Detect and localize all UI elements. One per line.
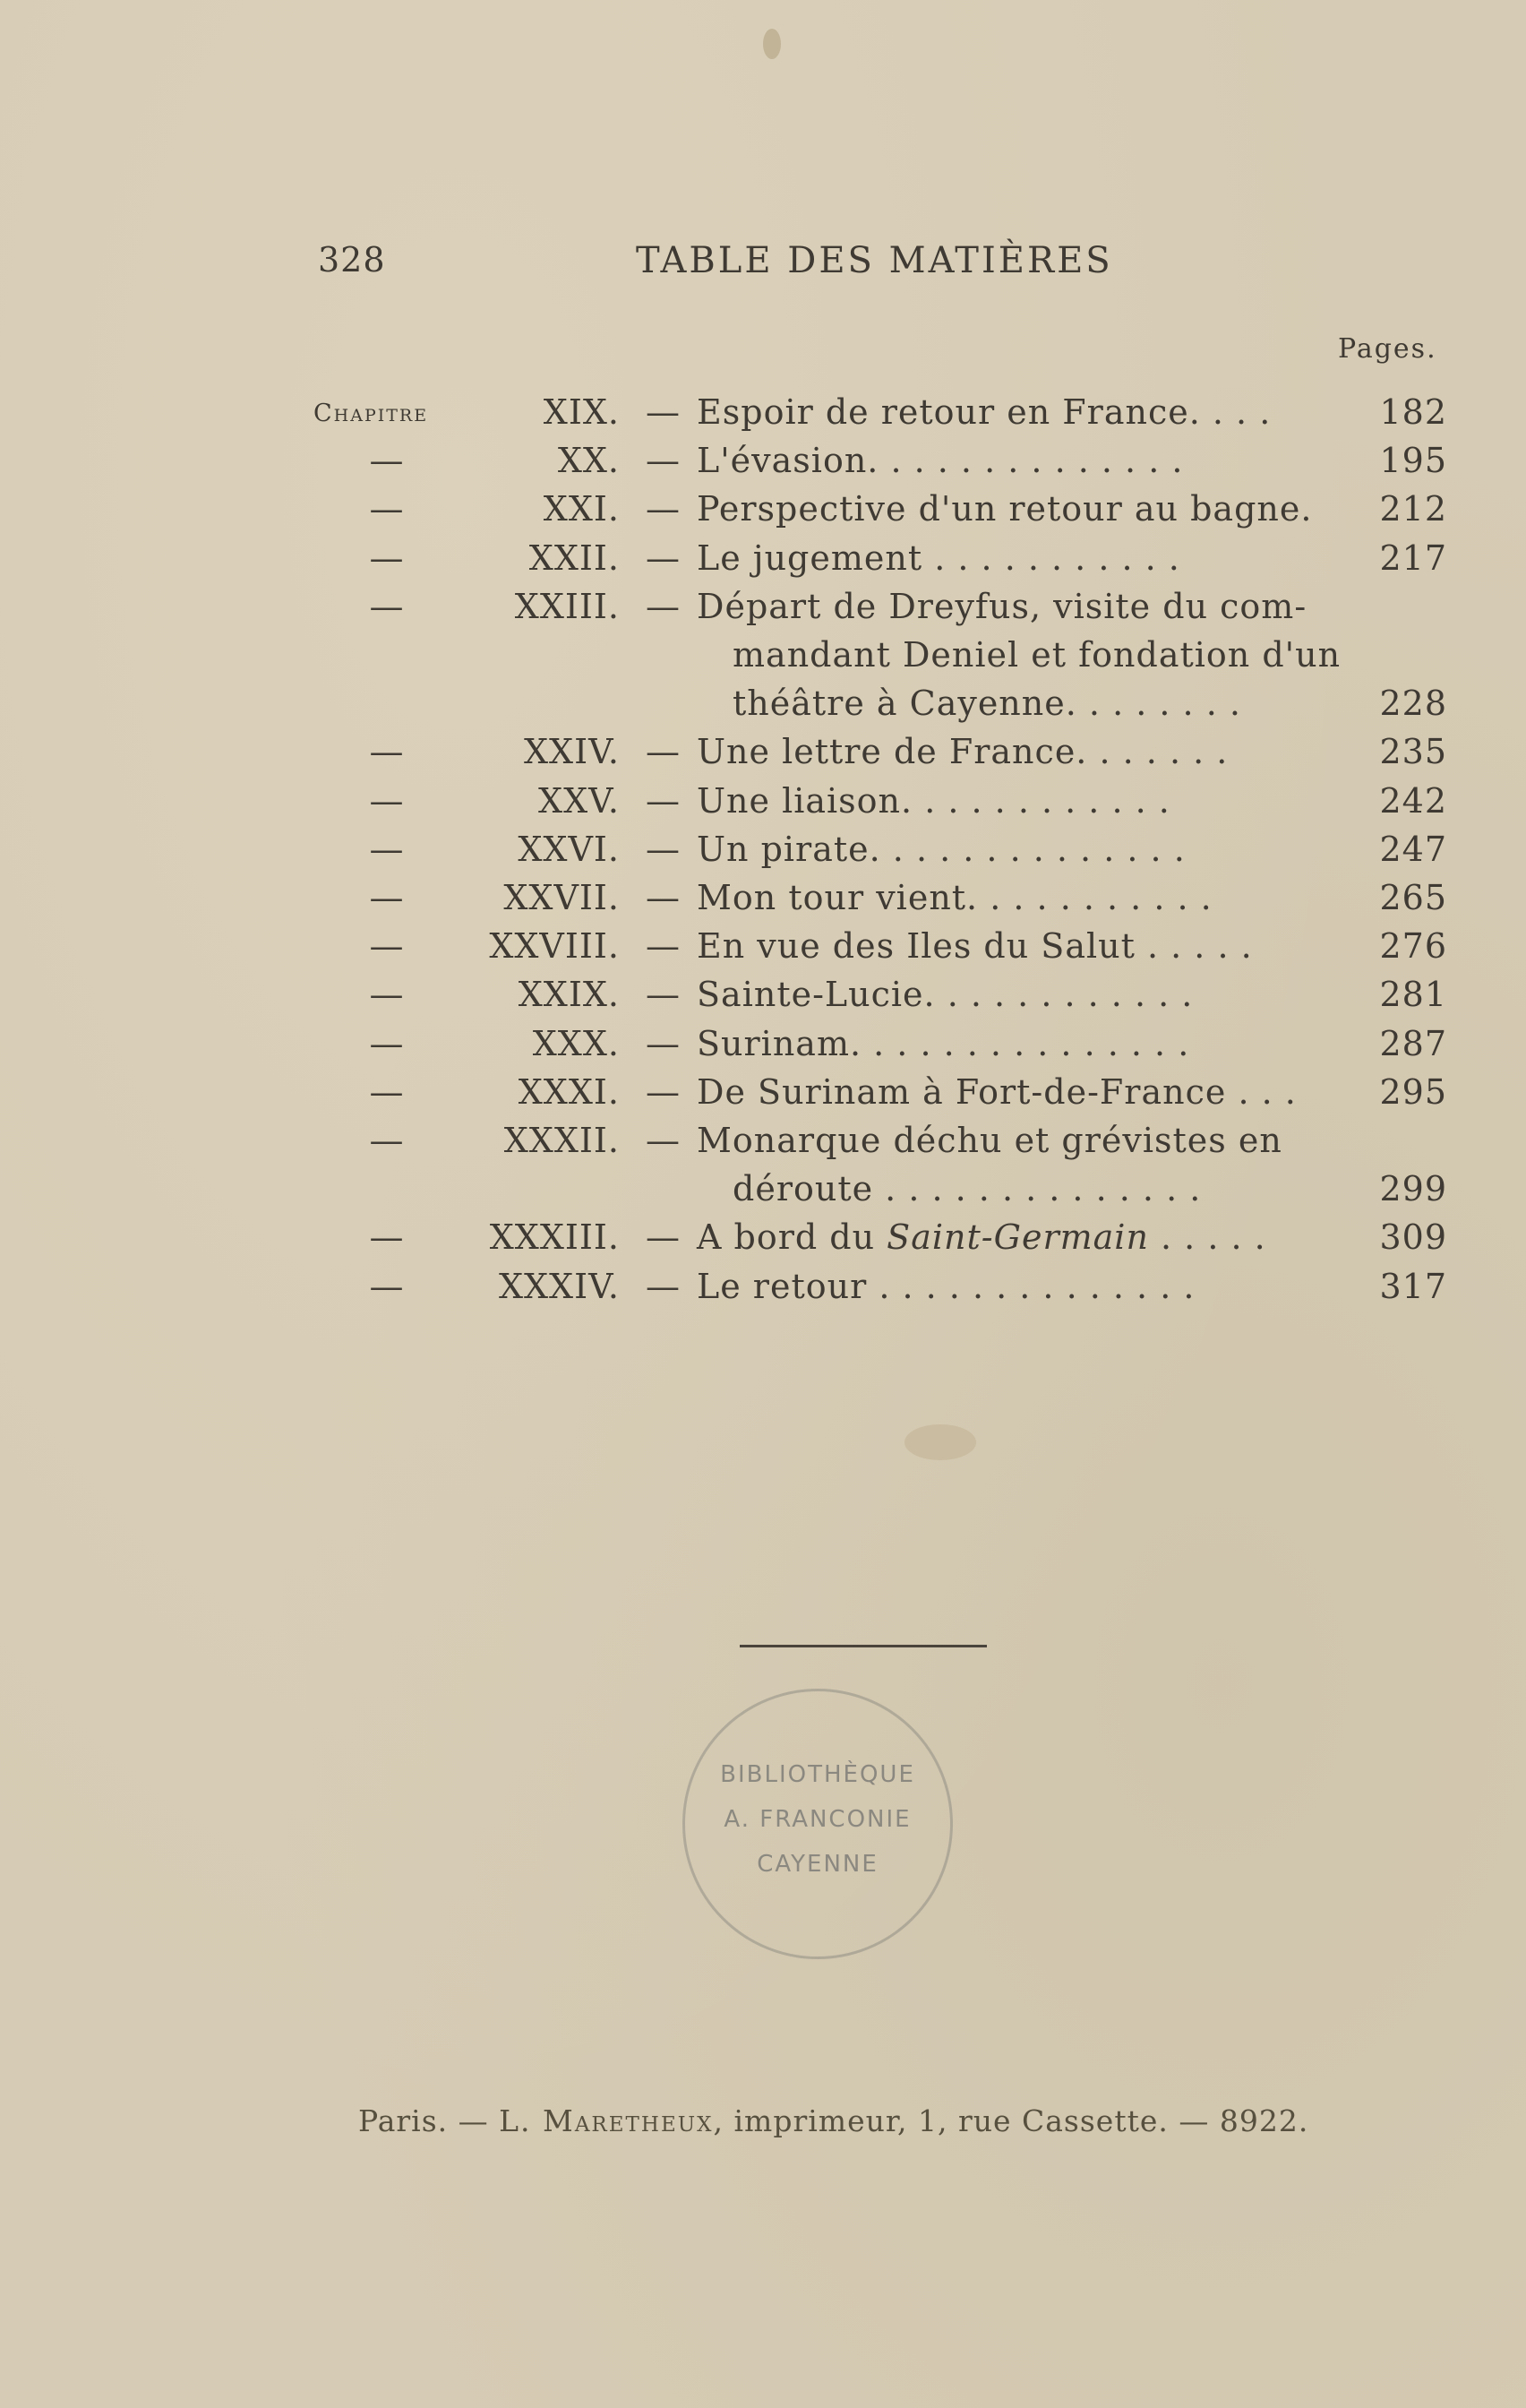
- ditto-dash: —: [369, 489, 405, 529]
- chapter-title-line: Perspective d'un retour au bagne.: [697, 489, 1313, 529]
- ditto-dash: —: [369, 586, 405, 626]
- chapter-numeral: XXVI.: [518, 829, 620, 869]
- page-reference: 228: [1379, 684, 1447, 724]
- separator-dash: —: [646, 829, 681, 869]
- chapter-numeral: XXV.: [538, 780, 620, 821]
- chapter-title-line: Départ de Dreyfus, visite du com-: [697, 586, 1307, 626]
- chapter-numeral: XXII.: [528, 538, 620, 578]
- chapter-numeral: XXIV.: [524, 732, 620, 772]
- ditto-dash: —: [369, 878, 405, 917]
- page-reference: 182: [1379, 392, 1447, 432]
- toc-row: [0, 781, 1526, 830]
- chapter-numeral: XXXIII.: [489, 1217, 620, 1258]
- page-reference: 309: [1379, 1217, 1447, 1258]
- title-part: A bord du: [697, 1217, 887, 1258]
- chapter-title-line: Le retour . . . . . . . . . . . . . .: [697, 1266, 1196, 1306]
- chapter-title-line: De Surinam à Fort-de-France . . .: [697, 1071, 1297, 1112]
- imprint-line: [358, 2103, 1308, 2138]
- paper-stain: [763, 29, 781, 59]
- ditto-dash: —: [369, 441, 405, 481]
- page-reference: 317: [1379, 1266, 1447, 1306]
- chapter-title-line: déroute . . . . . . . . . . . . . .: [733, 1169, 1202, 1209]
- page-number: 328: [318, 240, 386, 280]
- toc-row: [0, 830, 1526, 878]
- ditto-dash: —: [369, 780, 405, 821]
- chapter-title-line: mandant Deniel et fondation d'un: [733, 635, 1342, 675]
- running-title: TABLE DES MATIÈRES: [636, 240, 1113, 281]
- chapter-title-line: [697, 1217, 1266, 1257]
- toc-row: [0, 1121, 1526, 1169]
- chapter-title-line: L'évasion. . . . . . . . . . . . . .: [697, 441, 1184, 481]
- chapter-title-line: Surinam. . . . . . . . . . . . . . .: [697, 1023, 1190, 1063]
- ditto-dash: —: [369, 1217, 405, 1258]
- page-reference: 295: [1379, 1071, 1447, 1112]
- imprint-rest: , imprimeur, 1, rue Cassette. — 8922.: [713, 2103, 1309, 2138]
- page-reference: 281: [1379, 975, 1447, 1015]
- toc-row: [0, 926, 1526, 975]
- ditto-dash: —: [369, 732, 405, 772]
- page-reference: 235: [1379, 732, 1447, 772]
- page-reference: 195: [1379, 441, 1447, 481]
- ditto-dash: —: [369, 1121, 405, 1160]
- ditto-dash: —: [369, 1266, 405, 1306]
- chapter-numeral: XXX.: [532, 1023, 620, 1063]
- chapter-title-line: Espoir de retour en France. . . .: [697, 392, 1272, 432]
- ditto-dash: —: [369, 1023, 405, 1063]
- ditto-dash: —: [369, 926, 405, 967]
- ditto-dash: —: [369, 975, 405, 1015]
- page-reference: 217: [1379, 538, 1447, 578]
- toc-row: [0, 1169, 1526, 1217]
- chapter-title-line: Sainte-Lucie. . . . . . . . . . . .: [697, 975, 1194, 1015]
- separator-dash: —: [646, 538, 681, 578]
- toc-row: [0, 1217, 1526, 1266]
- separator-dash: —: [646, 926, 681, 967]
- separator-dash: —: [646, 975, 681, 1015]
- stamp-line-3: CAYENNE: [757, 1851, 879, 1878]
- chapter-numeral: XXIII.: [514, 586, 620, 626]
- stamp-line-1: BIBLIOTHÈQUE: [720, 1761, 915, 1788]
- toc-row: [0, 1024, 1526, 1072]
- chapter-numeral: XXVIII.: [489, 926, 620, 967]
- separator-dash: —: [646, 1023, 681, 1063]
- ditto-dash: —: [369, 1071, 405, 1112]
- chapter-numeral: XXIX.: [518, 975, 620, 1015]
- chapter-title-line: Monarque déchu et grévistes en: [697, 1121, 1282, 1160]
- chapter-numeral: XXI.: [543, 489, 620, 529]
- separator-dash: —: [646, 732, 681, 772]
- toc-row: [0, 684, 1526, 732]
- imprint-printer: L. Maretheux: [499, 2103, 714, 2138]
- toc-row: [0, 538, 1526, 587]
- page-reference: 299: [1379, 1169, 1447, 1209]
- separator-dash: —: [646, 1217, 681, 1258]
- toc-row: [0, 1072, 1526, 1121]
- paper-stain: [904, 1424, 976, 1460]
- chapter-title-line: Une lettre de France. . . . . . .: [697, 732, 1229, 772]
- separator-dash: —: [646, 878, 681, 917]
- toc-row: [0, 441, 1526, 489]
- toc-row: [0, 489, 1526, 538]
- separator-dash: —: [646, 1266, 681, 1306]
- chapter-word: Chapitre: [313, 400, 429, 427]
- separator-dash: —: [646, 1071, 681, 1112]
- imprint-prefix: Paris. —: [358, 2103, 500, 2138]
- separator-dash: —: [646, 441, 681, 481]
- separator-dash: —: [646, 1121, 681, 1160]
- separator-dash: —: [646, 586, 681, 626]
- chapter-title-line: Le jugement . . . . . . . . . . .: [697, 538, 1180, 578]
- closing-rule: [740, 1645, 987, 1647]
- page-reference: 247: [1379, 829, 1447, 869]
- chapter-title-line: En vue des Iles du Salut . . . . .: [697, 926, 1253, 967]
- ditto-dash: —: [369, 829, 405, 869]
- chapter-numeral: XIX.: [543, 392, 620, 432]
- separator-dash: —: [646, 780, 681, 821]
- chapter-numeral: XXVII.: [503, 878, 620, 917]
- toc-row: [0, 1267, 1526, 1315]
- chapter-title-line: Une liaison. . . . . . . . . . . .: [697, 780, 1170, 821]
- separator-dash: —: [646, 392, 681, 432]
- toc-row: [0, 878, 1526, 926]
- chapter-numeral: XXXII.: [503, 1121, 620, 1160]
- chapter-title-line: théâtre à Cayenne. . . . . . . .: [733, 684, 1241, 724]
- chapter-numeral: XXXI.: [518, 1071, 620, 1112]
- separator-dash: —: [646, 489, 681, 529]
- toc-row: [0, 975, 1526, 1023]
- chapter-numeral: XX.: [557, 441, 620, 481]
- page-reference: 287: [1379, 1023, 1447, 1063]
- toc-row: [0, 635, 1526, 684]
- ship-name: Saint-Germain: [887, 1217, 1149, 1258]
- title-part: . . . . .: [1148, 1217, 1266, 1258]
- toc-row: [0, 732, 1526, 780]
- page-reference: 242: [1379, 780, 1447, 821]
- chapter-title-line: Un pirate. . . . . . . . . . . . . .: [697, 829, 1186, 869]
- pages-label: Pages.: [1338, 333, 1437, 365]
- page-reference: 276: [1379, 926, 1447, 967]
- chapter-title-line: Mon tour vient. . . . . . . . . . .: [697, 878, 1213, 917]
- chapter-numeral: XXXIV.: [498, 1266, 620, 1306]
- page-reference: 265: [1379, 878, 1447, 917]
- toc-row: [0, 587, 1526, 635]
- page-reference: 212: [1379, 489, 1447, 529]
- toc-row: [0, 392, 1526, 441]
- ditto-dash: —: [369, 538, 405, 578]
- stamp-line-2: A. FRANCONIE: [724, 1806, 912, 1833]
- library-stamp: [682, 1689, 953, 1959]
